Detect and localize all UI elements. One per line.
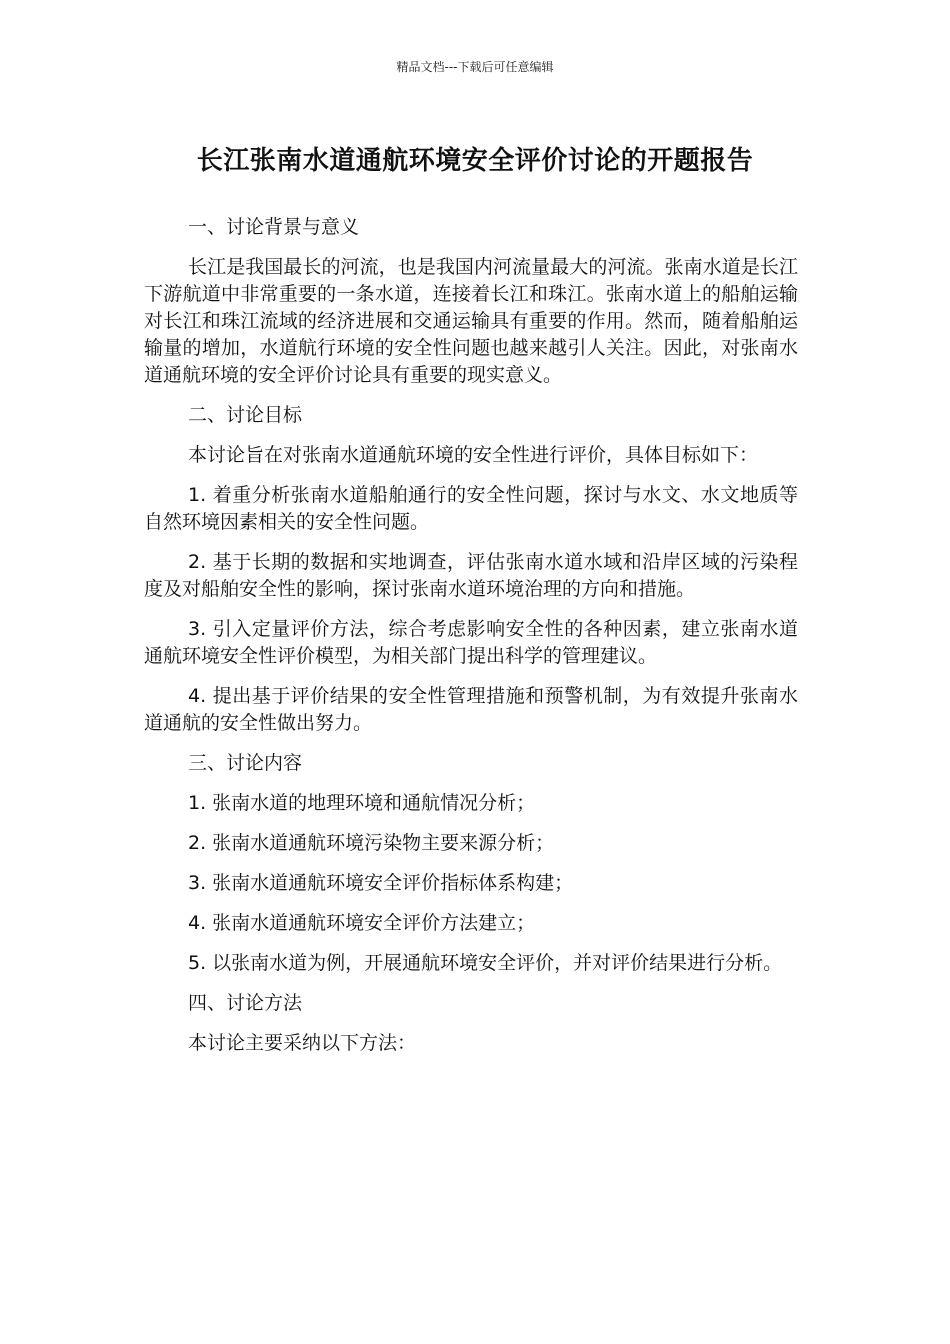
section-heading-background: 一、讨论背景与意义 bbox=[188, 216, 360, 238]
list-item-content-4: 4. 张南水道通航环境安全评价方法建立； bbox=[188, 912, 536, 934]
list-item-goal-4: 4. 提出基于评价结果的安全性管理措施和预警机制，为有效提升张南水道通航的安全性做出努力。 bbox=[144, 685, 798, 734]
paragraph-background: 长江是我国最长的河流，也是我国内河流量最大的河流。张南水道是长江下游航道中非常重要的一条水道，连接着长江和珠江。张南水道上的船舶运输对长江和珠江流域的经济进展和交通运输具有重要的作用。然而，随着船舶运输量的增加，水道航行环境的安全性问题也越来越引人关注。因此，对张南水道通航环境的安全评价讨论具有重要的现实意义。 bbox=[144, 256, 798, 386]
paragraph-methods-intro: 本讨论主要采纳以下方法： bbox=[188, 1032, 417, 1054]
list-item-content-2: 2. 张南水道通航环境污染物主要来源分析； bbox=[188, 832, 555, 854]
section-heading-goals: 二、讨论目标 bbox=[188, 404, 303, 426]
list-item-content-5: 5. 以张南水道为例，开展通航环境安全评价，并对评价结果进行分析。 bbox=[188, 952, 783, 974]
header-note: 精品文档---下载后可任意编辑 bbox=[396, 60, 554, 74]
list-item-content-1: 1. 张南水道的地理环境和通航情况分析； bbox=[188, 792, 536, 814]
list-item-goal-3: 3. 引入定量评价方法，综合考虑影响安全性的各种因素，建立张南水道通航环境安全性评价模型，为相关部门提出科学的管理建议。 bbox=[144, 618, 798, 667]
document-title: 长江张南水道通航环境安全评价讨论的开题报告 bbox=[196, 146, 754, 176]
list-item-goal-2: 2. 基于长期的数据和实地调查，评估张南水道水域和沿岸区域的污染程度及对船舶安全性的影响，探讨张南水道环境治理的方向和措施。 bbox=[144, 551, 798, 600]
list-item-content-3: 3. 张南水道通航环境安全评价指标体系构建； bbox=[188, 872, 574, 894]
document-body bbox=[144, 214, 798, 1070]
paragraph-goals-intro: 本讨论旨在对张南水道通航环境的安全性进行评价，具体目标如下： bbox=[188, 444, 759, 466]
section-heading-content: 三、讨论内容 bbox=[188, 752, 303, 774]
section-heading-methods: 四、讨论方法 bbox=[188, 992, 303, 1014]
list-item-goal-1: 1. 着重分析张南水道船舶通行的安全性问题，探讨与水文、水文地质等自然环境因素相关的安全性问题。 bbox=[144, 484, 798, 533]
